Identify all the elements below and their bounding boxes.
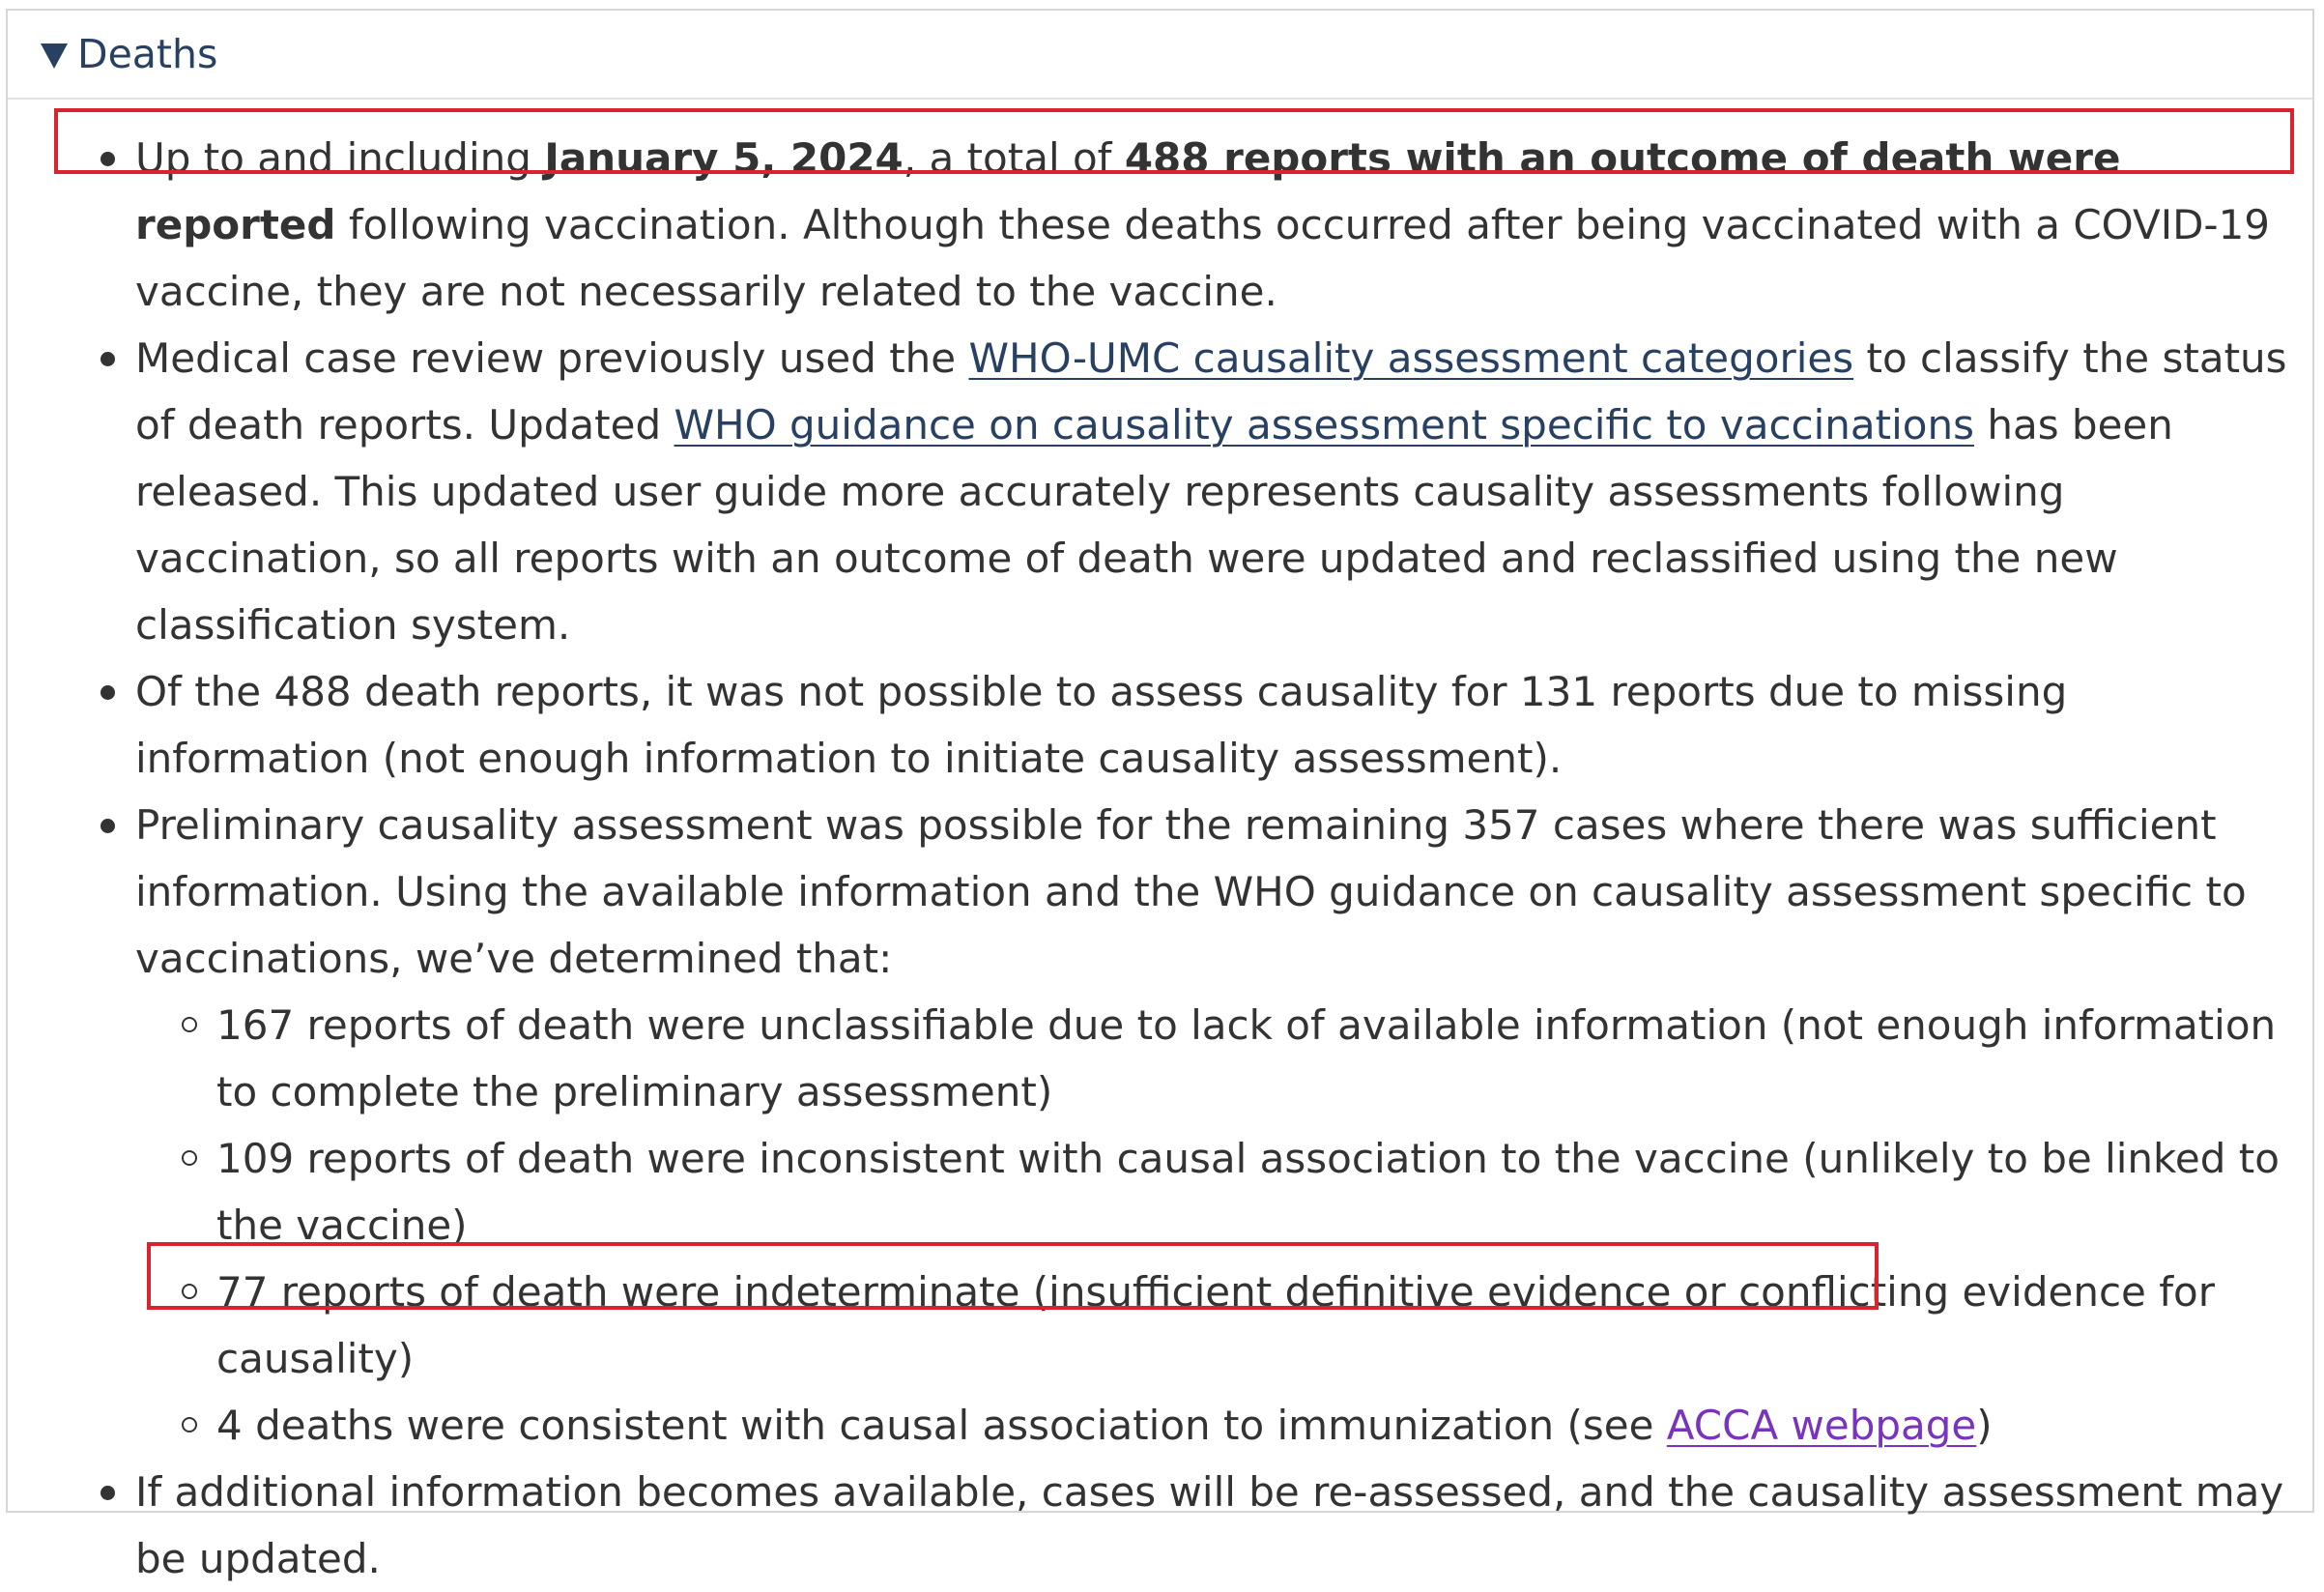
report-date: January 5, 2024 [544, 134, 904, 182]
who-umc-categories-link[interactable]: WHO-UMC causality assessment categories [968, 334, 1854, 382]
sublist-item-indeterminate: 77 reports of death were indeterminate (insufficient definitive evidence or conflicting evidence for causality) [216, 1259, 2290, 1392]
acca-webpage-link[interactable]: ACCA webpage [1666, 1402, 1977, 1449]
assessment-sublist [135, 992, 2290, 1459]
expanded-triangle-icon [41, 43, 68, 69]
sublist-item-inconsistent: 109 reports of death were inconsistent with causal association to the vaccine (unlikely to be linked to the vaccine) [216, 1125, 2290, 1259]
deaths-list [8, 125, 2290, 1592]
deaths-content [8, 100, 2312, 1592]
list-item-reassessment: If additional information becomes available, cases will be re-assessed, and the causality assessment may be updated. [135, 1459, 2290, 1592]
deaths-details [6, 9, 2314, 1582]
list-item-total-reports: Up to and including January 5, 2024, a total of 488 reports with an outcome of death were reported following vaccination. Although these deaths occurred after being vaccinated with a COVID-19 vaccine, they are not necessarily related to the vaccine. [135, 125, 2290, 325]
who-guidance-link[interactable]: WHO guidance on causality assessment specific to vaccinations [674, 401, 1974, 449]
death-report-count: 488 reports with an outcome of death were reported [135, 134, 2121, 248]
list-item-unassessable: Of the 488 death reports, it was not possible to assess causality for 131 reports due to missing information (not enough information to initiate causality assessment). [135, 658, 2290, 792]
deaths-summary-toggle[interactable] [8, 11, 2312, 100]
list-item-preliminary-assessment: Preliminary causality assessment was possible for the remaining 357 cases where there was sufficient information. Using the available information and the WHO guidance on causality assessment specific to vaccinations, we’ve determined that: 167 reports of death were unclassifiable due to lack of available information (not enough information to complete the preliminary assessment) 109 reports of death were inconsistent with causal association to the vaccine (unlikely to be linked to the vaccine) 77 reports of death were indeterminate (insufficient definitive evidence or conflicting evidence for causality) 4 deaths were consistent with causal association to immunization (see ACCA webpage) [135, 792, 2290, 1459]
sublist-item-consistent: 4 deaths were consistent with causal association to immunization (see ACCA webpage) [216, 1392, 2290, 1459]
list-item-case-review: Medical case review previously used the WHO-UMC causality assessment categories to classify the status of death reports. Updated WHO guidance on causality assessment specific to vaccinations has been released. This updated user guide more accurately represents causality assessments following vaccination, so all reports with an outcome of death were updated and reclassified using the new classification system. [135, 325, 2290, 658]
summary-label: Deaths [77, 31, 218, 77]
sublist-item-unclassifiable: 167 reports of death were unclassifiable due to lack of available information (not enough information to complete the preliminary assessment) [216, 992, 2290, 1125]
